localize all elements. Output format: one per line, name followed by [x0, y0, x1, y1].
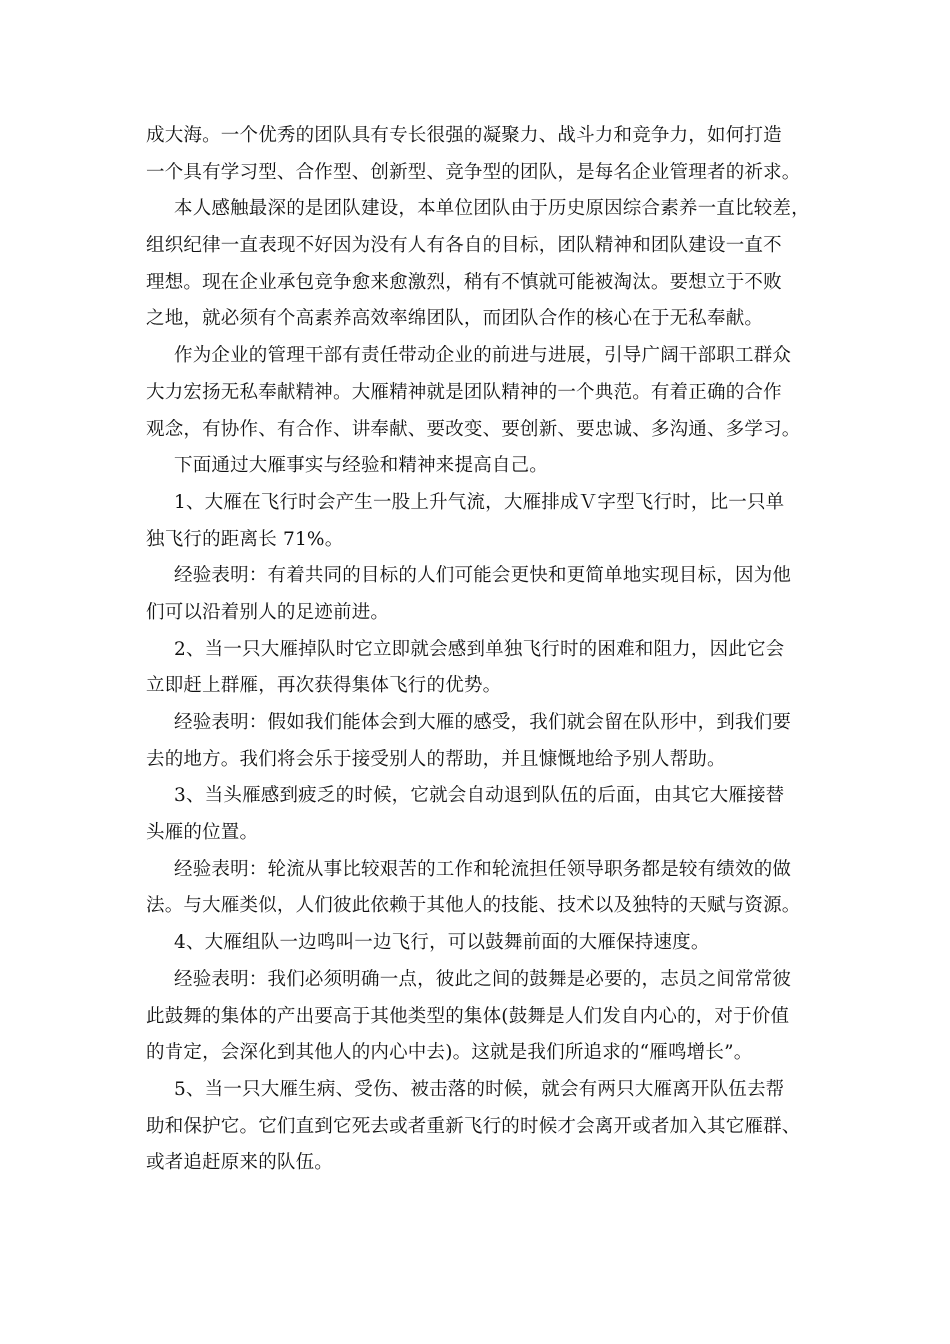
paragraph-start-line: 3、当头雁感到疲乏的时候，它就会自动退到队伍的后面，由其它大雁接替 [174, 785, 785, 807]
paragraph-start-line: 经验表明：有着共同的目标的人们可能会更快和更简单地实现目标，因为他 [174, 565, 792, 587]
text-line: 助和保护它。它们直到它死去或者重新飞行的时候才会离开或者加入其它雁群、 [146, 1115, 801, 1137]
text-line: 独飞行的距离长 71%。 [146, 528, 344, 550]
paragraph-start-line: 下面通过大雁事实与经验和精神来提高自己。 [174, 455, 549, 477]
text-line: 此鼓舞的集体的产出要高于其他类型的集体(鼓舞是人们发自内心的，对于价值 [146, 1005, 790, 1027]
text-line: 成大海。一个优秀的团队具有专长很强的凝聚力、战斗力和竞争力，如何打造 [146, 125, 782, 146]
paragraph-start-line: 本人感触最深的是团队建设，本单位团队由于历史原因综合素养一直比较差， [174, 198, 810, 220]
paragraph-start-line: 作为企业的管理干部有责任带动企业的前进与进展，引导广阔干部职工群众 [174, 345, 792, 367]
text-line: 的肯定，会深化到其他人的内心中去)。这就是我们所追求的“雁鸣增长”。 [146, 1042, 753, 1064]
paragraph-start-line: 1、大雁在飞行时会产生一股上升气流，大雁排成Ｖ字型飞行时，比一只单 [174, 491, 785, 513]
text-line: 法。与大雁类似，人们彼此依赖于其他人的技能、技术以及独特的天赋与资源。 [146, 895, 801, 917]
text-line: 观念，有协作、有合作、讲奉献、要改变、要创新、要忠诚、多沟通、多学习。 [146, 418, 801, 440]
text-line: 立即赶上群雁，再次获得集体飞行的优势。 [146, 675, 502, 697]
paragraph-start-line: 经验表明：假如我们能体会到大雁的感受，我们就会留在队形中，到我们要 [174, 712, 792, 733]
text-line: 去的地方。我们将会乐于接受别人的帮助，并且慷慨地给予别人帮助。 [146, 748, 726, 770]
paragraph-start-line: 5、当一只大雁生病、受伤、被击落的时候，就会有两只大雁离开队伍去帮 [174, 1078, 785, 1100]
paragraph-start-line: 2、当一只大雁掉队时它立即就会感到单独飞行时的困难和阻力，因此它会 [174, 638, 785, 660]
text-line: 组织纪律一直表现不好因为没有人有各自的目标，团队精神和团队建设一直不 [146, 235, 782, 257]
paragraph-start-line: 经验表明：我们必须明确一点，彼此之间的鼓舞是必要的，志员之间常常彼 [174, 968, 792, 990]
body-text [146, 118, 816, 1182]
text-line: 们可以沿着别人的足迹前进。 [146, 601, 390, 623]
paragraph-start-line: 4、大雁组队一边鸣叫一边飞行，可以鼓舞前面的大雁保持速度。 [174, 932, 710, 954]
text-line: 或者追赶原来的队伍。 [146, 1152, 334, 1174]
text-line: 大力宏扬无私奉献精神。大雁精神就是团队精神的一个典范。有着正确的合作 [146, 381, 782, 403]
text-line: 理想。现在企业承包竞争愈来愈激烈，稍有不慎就可能被淘汰。要想立于不败 [146, 271, 782, 293]
paragraph-start-line: 经验表明：轮流从事比较艰苦的工作和轮流担任领导职务都是较有绩效的做 [174, 858, 792, 880]
text-line: 一个具有学习型、合作型、创新型、竞争型的团队，是每名企业管理者的祈求。 [146, 161, 801, 183]
text-line: 之地，就必须有个高素养高效率绵团队，而团队合作的核心在于无私奉献。 [146, 308, 764, 330]
text-line: 头雁的位置。 [146, 822, 259, 844]
